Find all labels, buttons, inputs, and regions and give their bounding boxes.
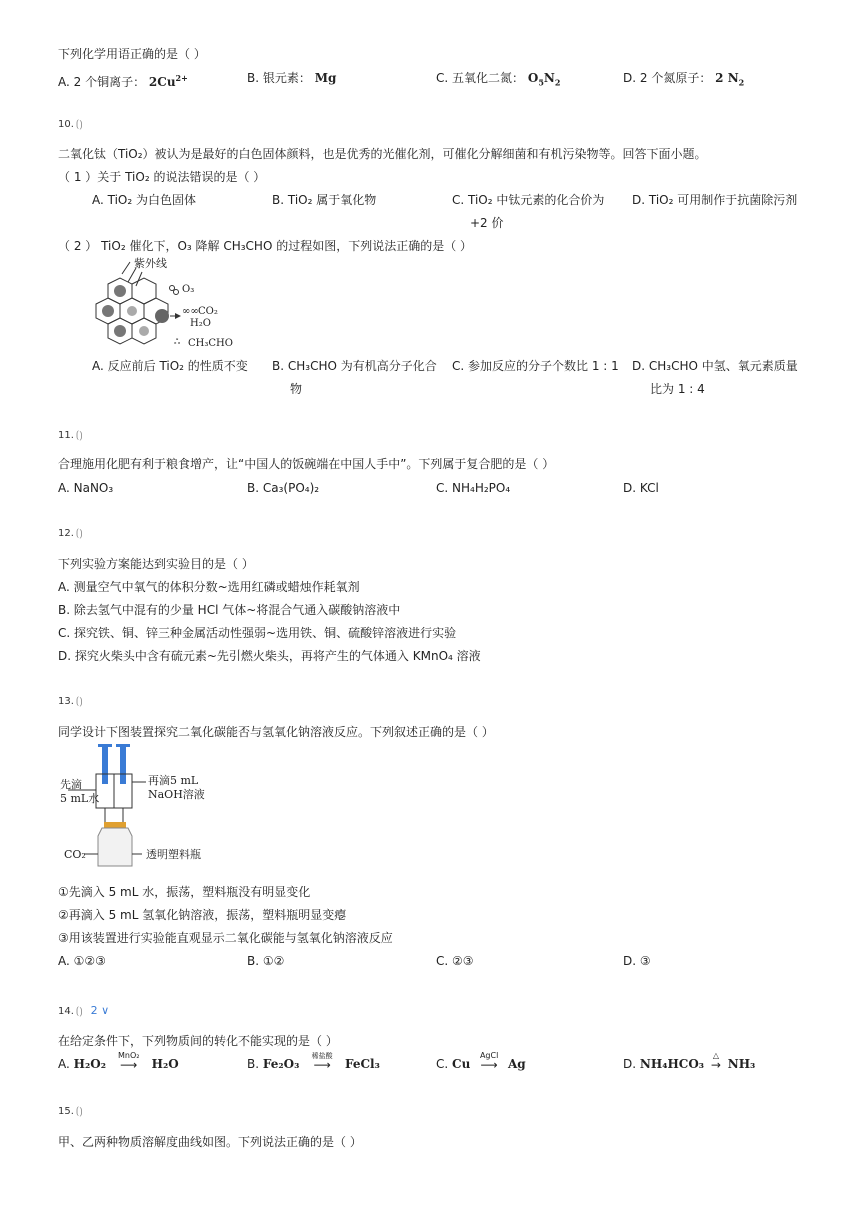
score-icon: ⟮⟯ bbox=[75, 696, 83, 707]
uv-label: 紫外线 bbox=[134, 257, 167, 270]
formula-n2: 2 $N_2$ bbox=[715, 71, 745, 88]
q10-2-option-b[interactable]: B. CH₃CHO 为有机高分子化合 bbox=[272, 359, 437, 373]
product: H₂O bbox=[151, 1057, 179, 1071]
svg-text:ஃ: ஃ bbox=[174, 337, 181, 346]
reaction-arrow: △ → bbox=[710, 1050, 721, 1072]
q15-number: 15. ⟮⟯ bbox=[58, 1106, 83, 1117]
q10-1-option-a[interactable]: A. TiO₂ 为白色固体 bbox=[92, 193, 196, 207]
q13-option-b[interactable]: B. ①② bbox=[247, 954, 285, 968]
co2-label: CO₂ bbox=[64, 848, 86, 861]
reactant: H₂O₂ bbox=[73, 1057, 106, 1071]
q9-option-d[interactable]: D. 2 个氮原子： 2 $N_2$ bbox=[623, 71, 745, 88]
q13-statement-2: ②再滴入 5 mL 氢氧化钠溶液，振荡，塑料瓶明显变瘪 bbox=[58, 908, 347, 922]
q11-number: 11. ⟮⟯ bbox=[58, 430, 83, 441]
q10-1-option-c[interactable]: C. TiO₂ 中钛元素的化合价为 bbox=[452, 193, 605, 207]
reactant: Cu bbox=[452, 1057, 471, 1071]
reactant: Fe₂O₃ bbox=[262, 1057, 300, 1071]
q13-statement-1: ①先滴入 5 mL 水，振荡，塑料瓶没有明显变化 bbox=[58, 885, 311, 899]
product: Ag bbox=[507, 1057, 526, 1071]
q11-option-c[interactable]: C. NH₄H₂PO₄ bbox=[436, 481, 511, 495]
q9-stem: 下列化学用语正确的是（ ） bbox=[58, 47, 206, 61]
formula-o5n2: $O_5N_2$ bbox=[527, 71, 561, 88]
ch3cho-label: CH₃CHO bbox=[188, 338, 233, 349]
left-syringe-label-2: 5 mL水 bbox=[60, 792, 100, 805]
h2o-label: H₂O bbox=[190, 318, 211, 329]
q13-option-d[interactable]: D. ③ bbox=[623, 954, 651, 968]
q10-2-option-b-cont: 物 bbox=[290, 382, 303, 396]
q10-2-option-d-cont: 比为 1 : 4 bbox=[650, 382, 705, 396]
q11-option-d[interactable]: D. KCl bbox=[623, 481, 659, 495]
formula-mg: Mg bbox=[314, 71, 337, 85]
o3-label: O₃ bbox=[182, 284, 195, 295]
reaction-arrow: AgCl ⟶ bbox=[479, 1050, 499, 1072]
q12-option-d[interactable]: D. 探究火柴头中含有硫元素~先引燃火柴头，再将产生的气体通入 KMnO₄ 溶液 bbox=[58, 649, 481, 663]
q9-option-b[interactable]: B. 银元素： Mg bbox=[247, 71, 337, 85]
formula-2cu: $2Cu^{2+}$ bbox=[148, 73, 188, 89]
q10-2-option-a[interactable]: A. 反应前后 TiO₂ 的性质不变 bbox=[92, 359, 248, 373]
q10-number: 10. ⟮⟯ bbox=[58, 119, 83, 130]
q10-1-option-c-cont: +2 价 bbox=[470, 216, 504, 230]
reaction-arrow: MnO₂ ⟶ bbox=[118, 1050, 140, 1072]
q12-option-b[interactable]: B. 除去氢气中混有的少量 HCl 气体~将混合气通入碳酸钠溶液中 bbox=[58, 603, 401, 617]
score-icon: ⟮⟯ bbox=[75, 1106, 83, 1117]
q12-option-c[interactable]: C. 探究铁、铜、锌三种金属活动性强弱~选用铁、铜、硫酸锌溶液进行实验 bbox=[58, 626, 457, 640]
score-icon: ⟮⟯ bbox=[75, 528, 83, 539]
svg-text:∞∞: ∞∞ bbox=[182, 306, 199, 317]
score-icon: ⟮⟯ bbox=[75, 119, 83, 130]
q11-option-b[interactable]: B. Ca₃(PO₄)₂ bbox=[247, 481, 320, 495]
score-icon: ⟮⟯ bbox=[75, 1006, 83, 1017]
q9-option-c[interactable]: C. 五氧化二氮： $O_5N_2$ bbox=[436, 71, 561, 88]
q10-sub2: （ 2 ） TiO₂ 催化下，O₃ 降解 CH₃CHO 的过程如图，下列说法正确的是（ ） bbox=[58, 239, 473, 253]
q10-intro: 二氧化钛（TiO₂）被认为是最好的白色固体颜料，也是优秀的光催化剂，可催化分解细菌和有机污染物等。回答下面小题。 bbox=[58, 147, 707, 161]
reactant: NH₄HCO₃ bbox=[639, 1057, 705, 1071]
right-syringe-label-2: NaOH溶液 bbox=[148, 788, 205, 801]
syringe-apparatus-figure bbox=[58, 742, 218, 870]
q12-stem: 下列实验方案能达到实验目的是（ ） bbox=[58, 557, 254, 571]
co2-label: CO₂ bbox=[198, 306, 218, 317]
q10-sub1: （ 1 ）关于 TiO₂ 的说法错误的是（ ） bbox=[58, 170, 266, 184]
q13-option-c[interactable]: C. ②③ bbox=[436, 954, 474, 968]
product: FeCl₃ bbox=[345, 1057, 380, 1071]
q14-stem: 在给定条件下，下列物质间的转化不能实现的是（ ） bbox=[58, 1034, 338, 1048]
q14-option-a[interactable]: A. H₂O₂ MnO₂ ⟶ H₂O bbox=[58, 1050, 179, 1072]
q13-number: 13. ⟮⟯ bbox=[58, 696, 83, 707]
q10-2-option-d[interactable]: D. CH₃CHO 中氢、氧元素质量 bbox=[632, 359, 798, 373]
bottle-label: 透明塑料瓶 bbox=[146, 848, 201, 861]
version-dropdown[interactable]: 2 ∨ bbox=[90, 1004, 110, 1017]
photocatalysis-figure bbox=[86, 256, 246, 352]
q14-number: 14. ⟮⟯ 2 ∨ bbox=[58, 1004, 110, 1017]
right-syringe-label-1: 再滴5 mL bbox=[148, 774, 199, 787]
q10-1-option-d[interactable]: D. TiO₂ 可用制作于抗菌除污剂 bbox=[632, 193, 798, 207]
q15-stem: 甲、乙两种物质溶解度曲线如图。下列说法正确的是（ ） bbox=[58, 1135, 362, 1149]
left-syringe-label-1: 先滴 bbox=[60, 778, 82, 791]
q9-option-a[interactable]: A. 2 个铜离子： $2Cu^{2+}$ bbox=[58, 73, 188, 89]
q10-2-option-c[interactable]: C. 参加反应的分子个数比 1 : 1 bbox=[452, 359, 619, 373]
q11-stem: 合理施用化肥有利于粮食增产，让“中国人的饭碗端在中国人手中”。下列属于复合肥的是（ ） bbox=[58, 457, 555, 471]
product: NH₃ bbox=[727, 1057, 756, 1071]
q12-option-a[interactable]: A. 测量空气中氧气的体积分数~选用红磷或蜡烛作耗氧剂 bbox=[58, 580, 360, 594]
q14-option-b[interactable]: B. Fe₂O₃ 稀盐酸 ⟶ FeCl₃ bbox=[247, 1051, 380, 1072]
q13-stem: 同学设计下图装置探究二氧化碳能否与氢氧化钠溶液反应。下列叙述正确的是（ ） bbox=[58, 725, 494, 739]
score-icon: ⟮⟯ bbox=[75, 430, 83, 441]
q10-1-option-b[interactable]: B. TiO₂ 属于氧化物 bbox=[272, 193, 377, 207]
q13-option-a[interactable]: A. ①②③ bbox=[58, 954, 106, 968]
q13-statement-3: ③用该装置进行实验能直观显示二氧化碳能与氢氧化钠溶液反应 bbox=[58, 931, 393, 945]
q14-option-d[interactable]: D. NH₄HCO₃ △ → NH₃ bbox=[623, 1050, 756, 1072]
q11-option-a[interactable]: A. NaNO₃ bbox=[58, 481, 114, 495]
q14-option-c[interactable]: C. Cu AgCl ⟶ Ag bbox=[436, 1050, 526, 1072]
reaction-arrow: 稀盐酸 ⟶ bbox=[311, 1051, 333, 1072]
q12-number: 12. ⟮⟯ bbox=[58, 528, 83, 539]
